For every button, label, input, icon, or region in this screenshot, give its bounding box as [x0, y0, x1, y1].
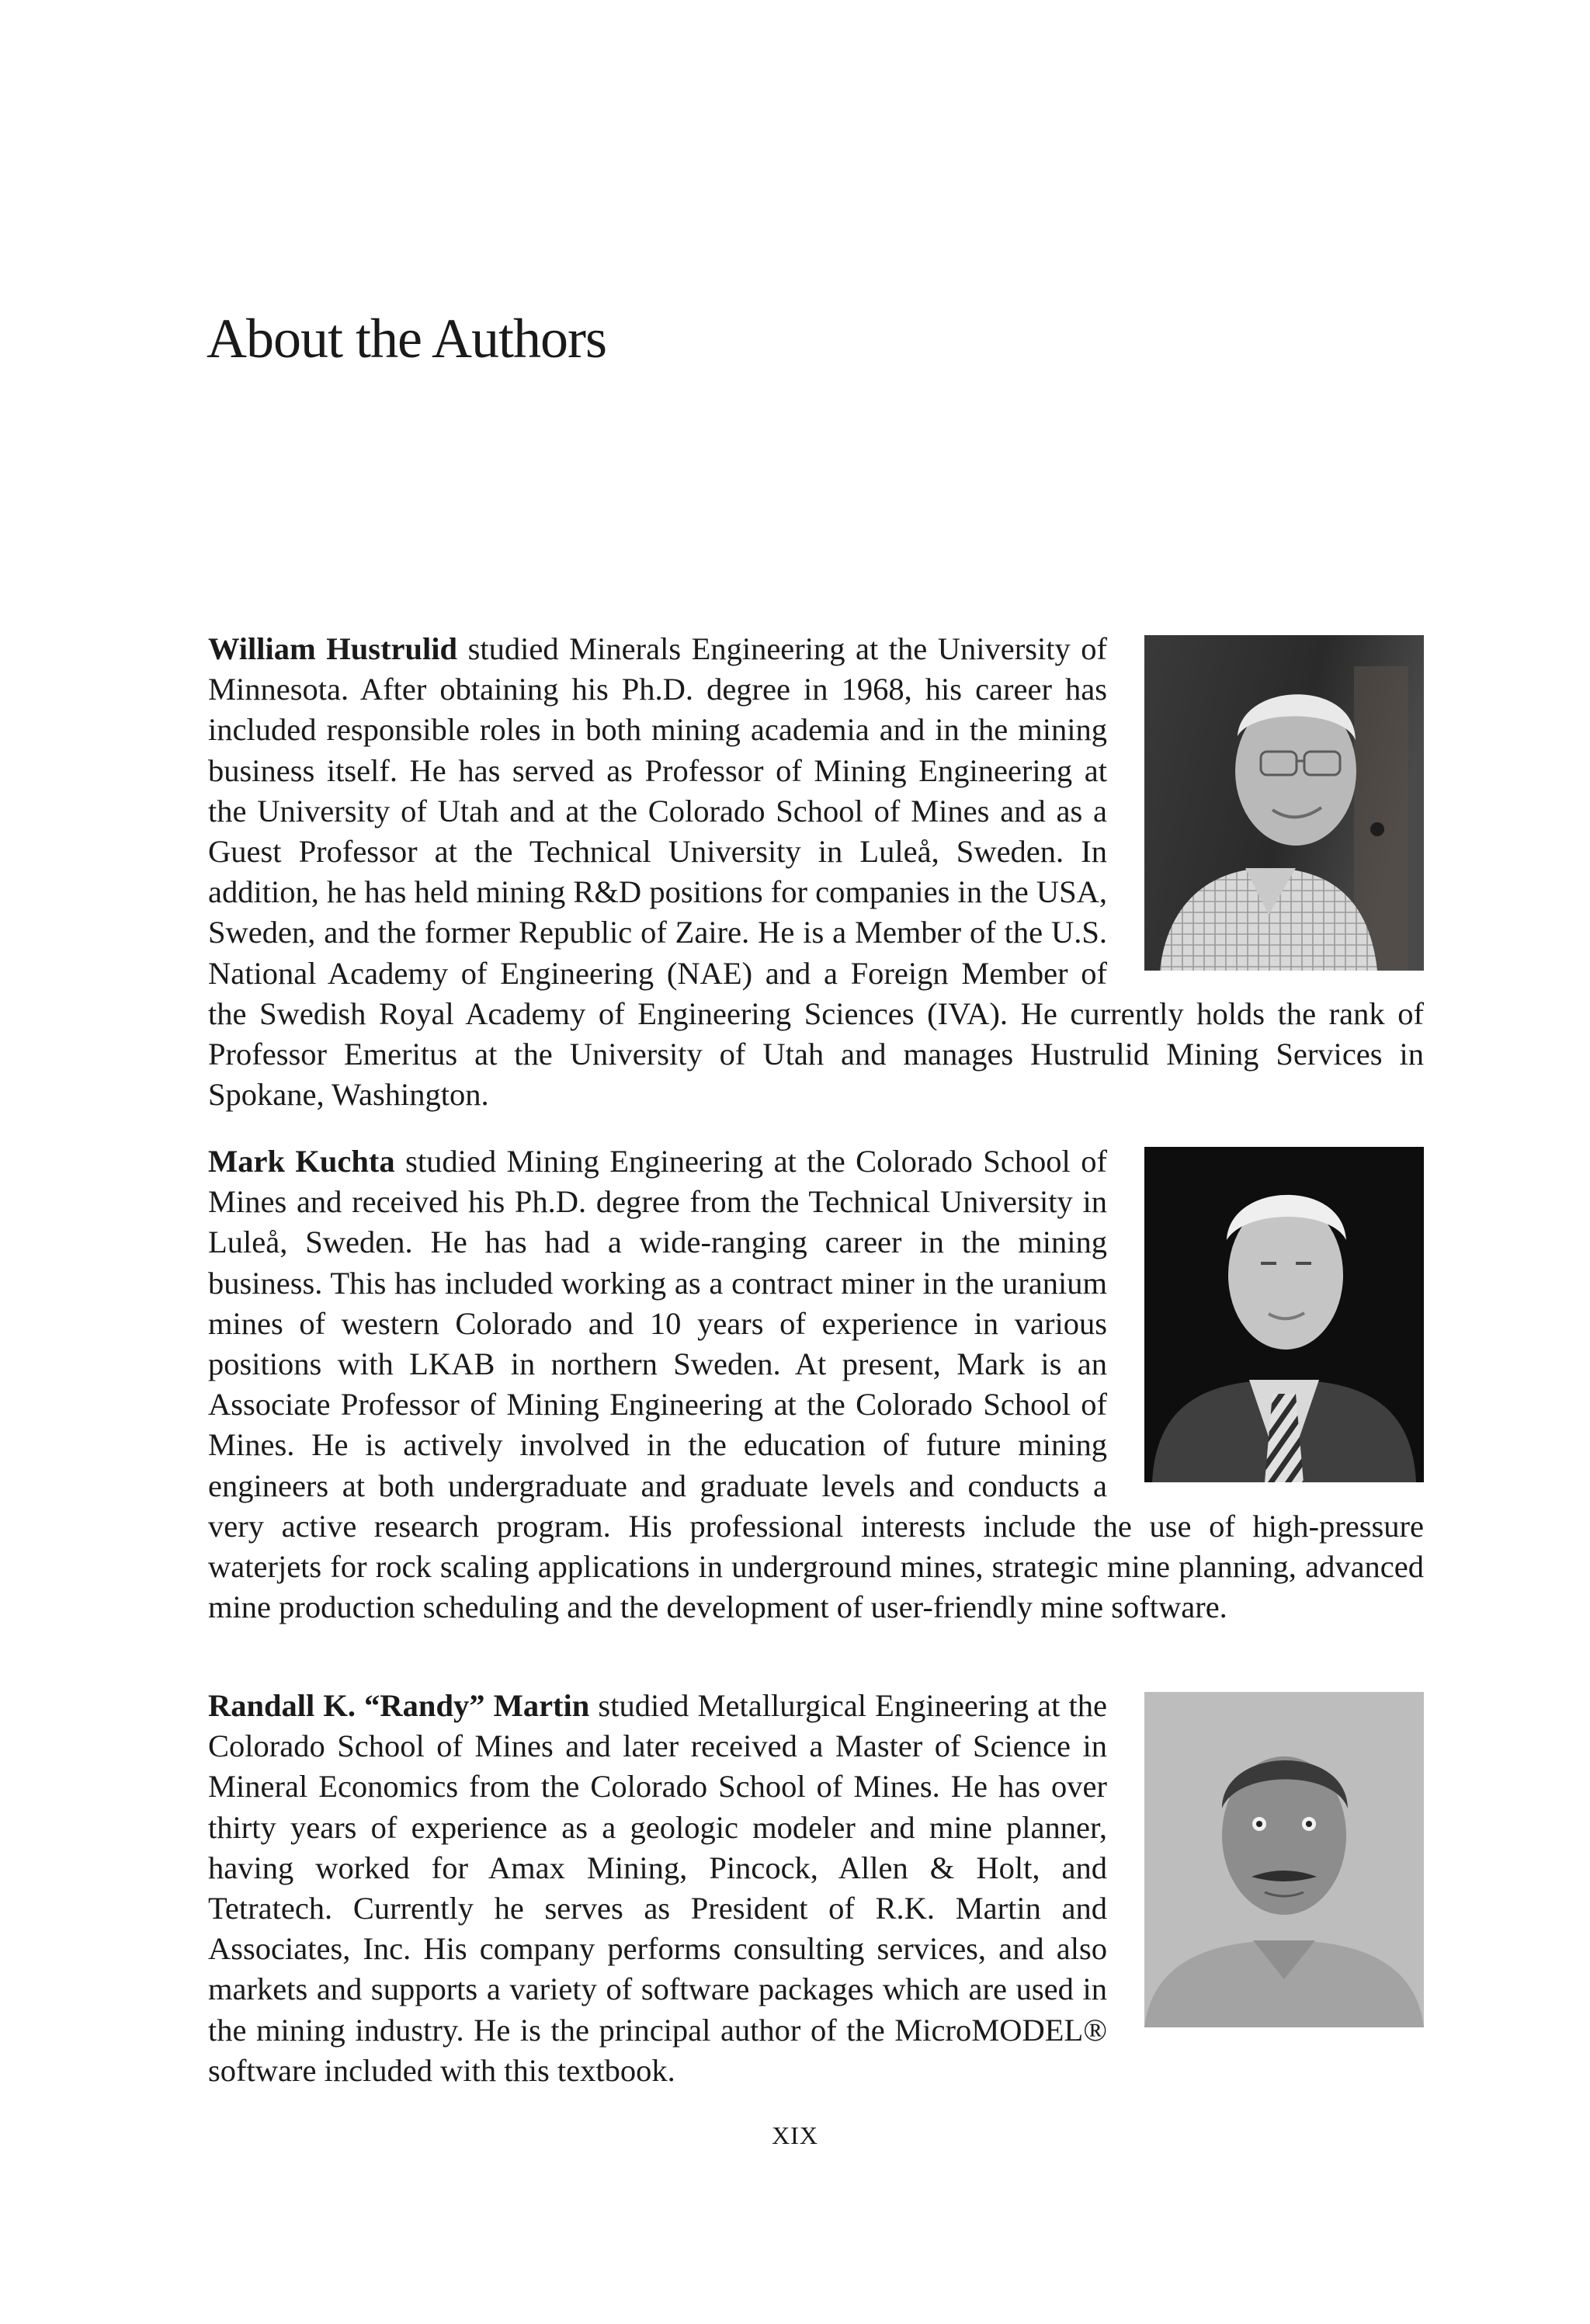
author-bio-martin — [208, 1686, 1424, 2091]
author-bio-hustrulid — [208, 629, 1424, 1115]
author-name-hustrulid: William Hustrulid — [208, 631, 458, 666]
author-name-kuchta: Mark Kuchta — [208, 1144, 395, 1179]
author-photo-martin — [1144, 1692, 1424, 2027]
page-number: XIX — [772, 2121, 818, 2149]
author-bio-kuchta — [208, 1141, 1424, 1627]
author-bio-text-kuchta: studied Mining Engineering at the Colorado School of Mines and received his Ph.D. degree from the Technical University in Luleå, Sweden. He has had a wide-ranging career in the mining business. This has included working as a contract miner in the uranium mines of western Colorado and 10 years of experience in various positions with LKAB in northern Sweden. At present, Mark is an Associate Professor of Mining Engineering at the Colorado School of Mines. He is actively involved in the education of future mining engineers at both undergraduate and graduate levels and conducts a very active research program. His professional interests include the use of high-pressure waterjets for rock scaling applications in underground mines, strategic mine planning, advanced mine production scheduling and the development of user-friendly mine software. — [208, 1144, 1424, 1625]
author-photo-kuchta — [1144, 1147, 1424, 1482]
author-bio-text-martin: studied Metallurgical Engineering at the Colorado School of Mines and later received a Master of Science in Mineral Economics from the Colorado School of Mines. He has over thirty years of experience as a geologic modeler and mine planner, having worked for Amax Mining, Pincock, Allen & Holt, and Tetratech. Currently he serves as President of R.K. Martin and Associates, Inc. His company performs consulting services, and also markets and supports a variety of software packages which are used in the mining industry. He is the principal author of the MicroMODEL® software included with this textbook. — [208, 1688, 1107, 2088]
author-bio-text-hustrulid: studied Minerals Engineering at the University of Minnesota. After obtaining his Ph.D. degree in 1968, his career has included responsible roles in both mining academia and in the mining business itself. He has served as Professor of Mining Engineering at the University of Utah and at the Colorado School of Mines and as a Guest Professor at the Technical University in Luleå, Sweden. In addition, he has held mining R&D positions for companies in the USA, Sweden, and the former Republic of Zaire. He is a Member of the U.S. National Academy of Engineering (NAE) and a Foreign Member of the Swedish Royal Academy of Engineering Sciences (IVA). He currently holds the rank of Professor Emeritus at the University of Utah and manages Hustrulid Mining Services in Spokane, Washington. — [208, 631, 1424, 1113]
author-photo-hustrulid — [1144, 635, 1424, 971]
page-title: About the Authors — [207, 307, 606, 370]
author-name-martin: Randall K. “Randy” Martin — [208, 1688, 590, 1723]
